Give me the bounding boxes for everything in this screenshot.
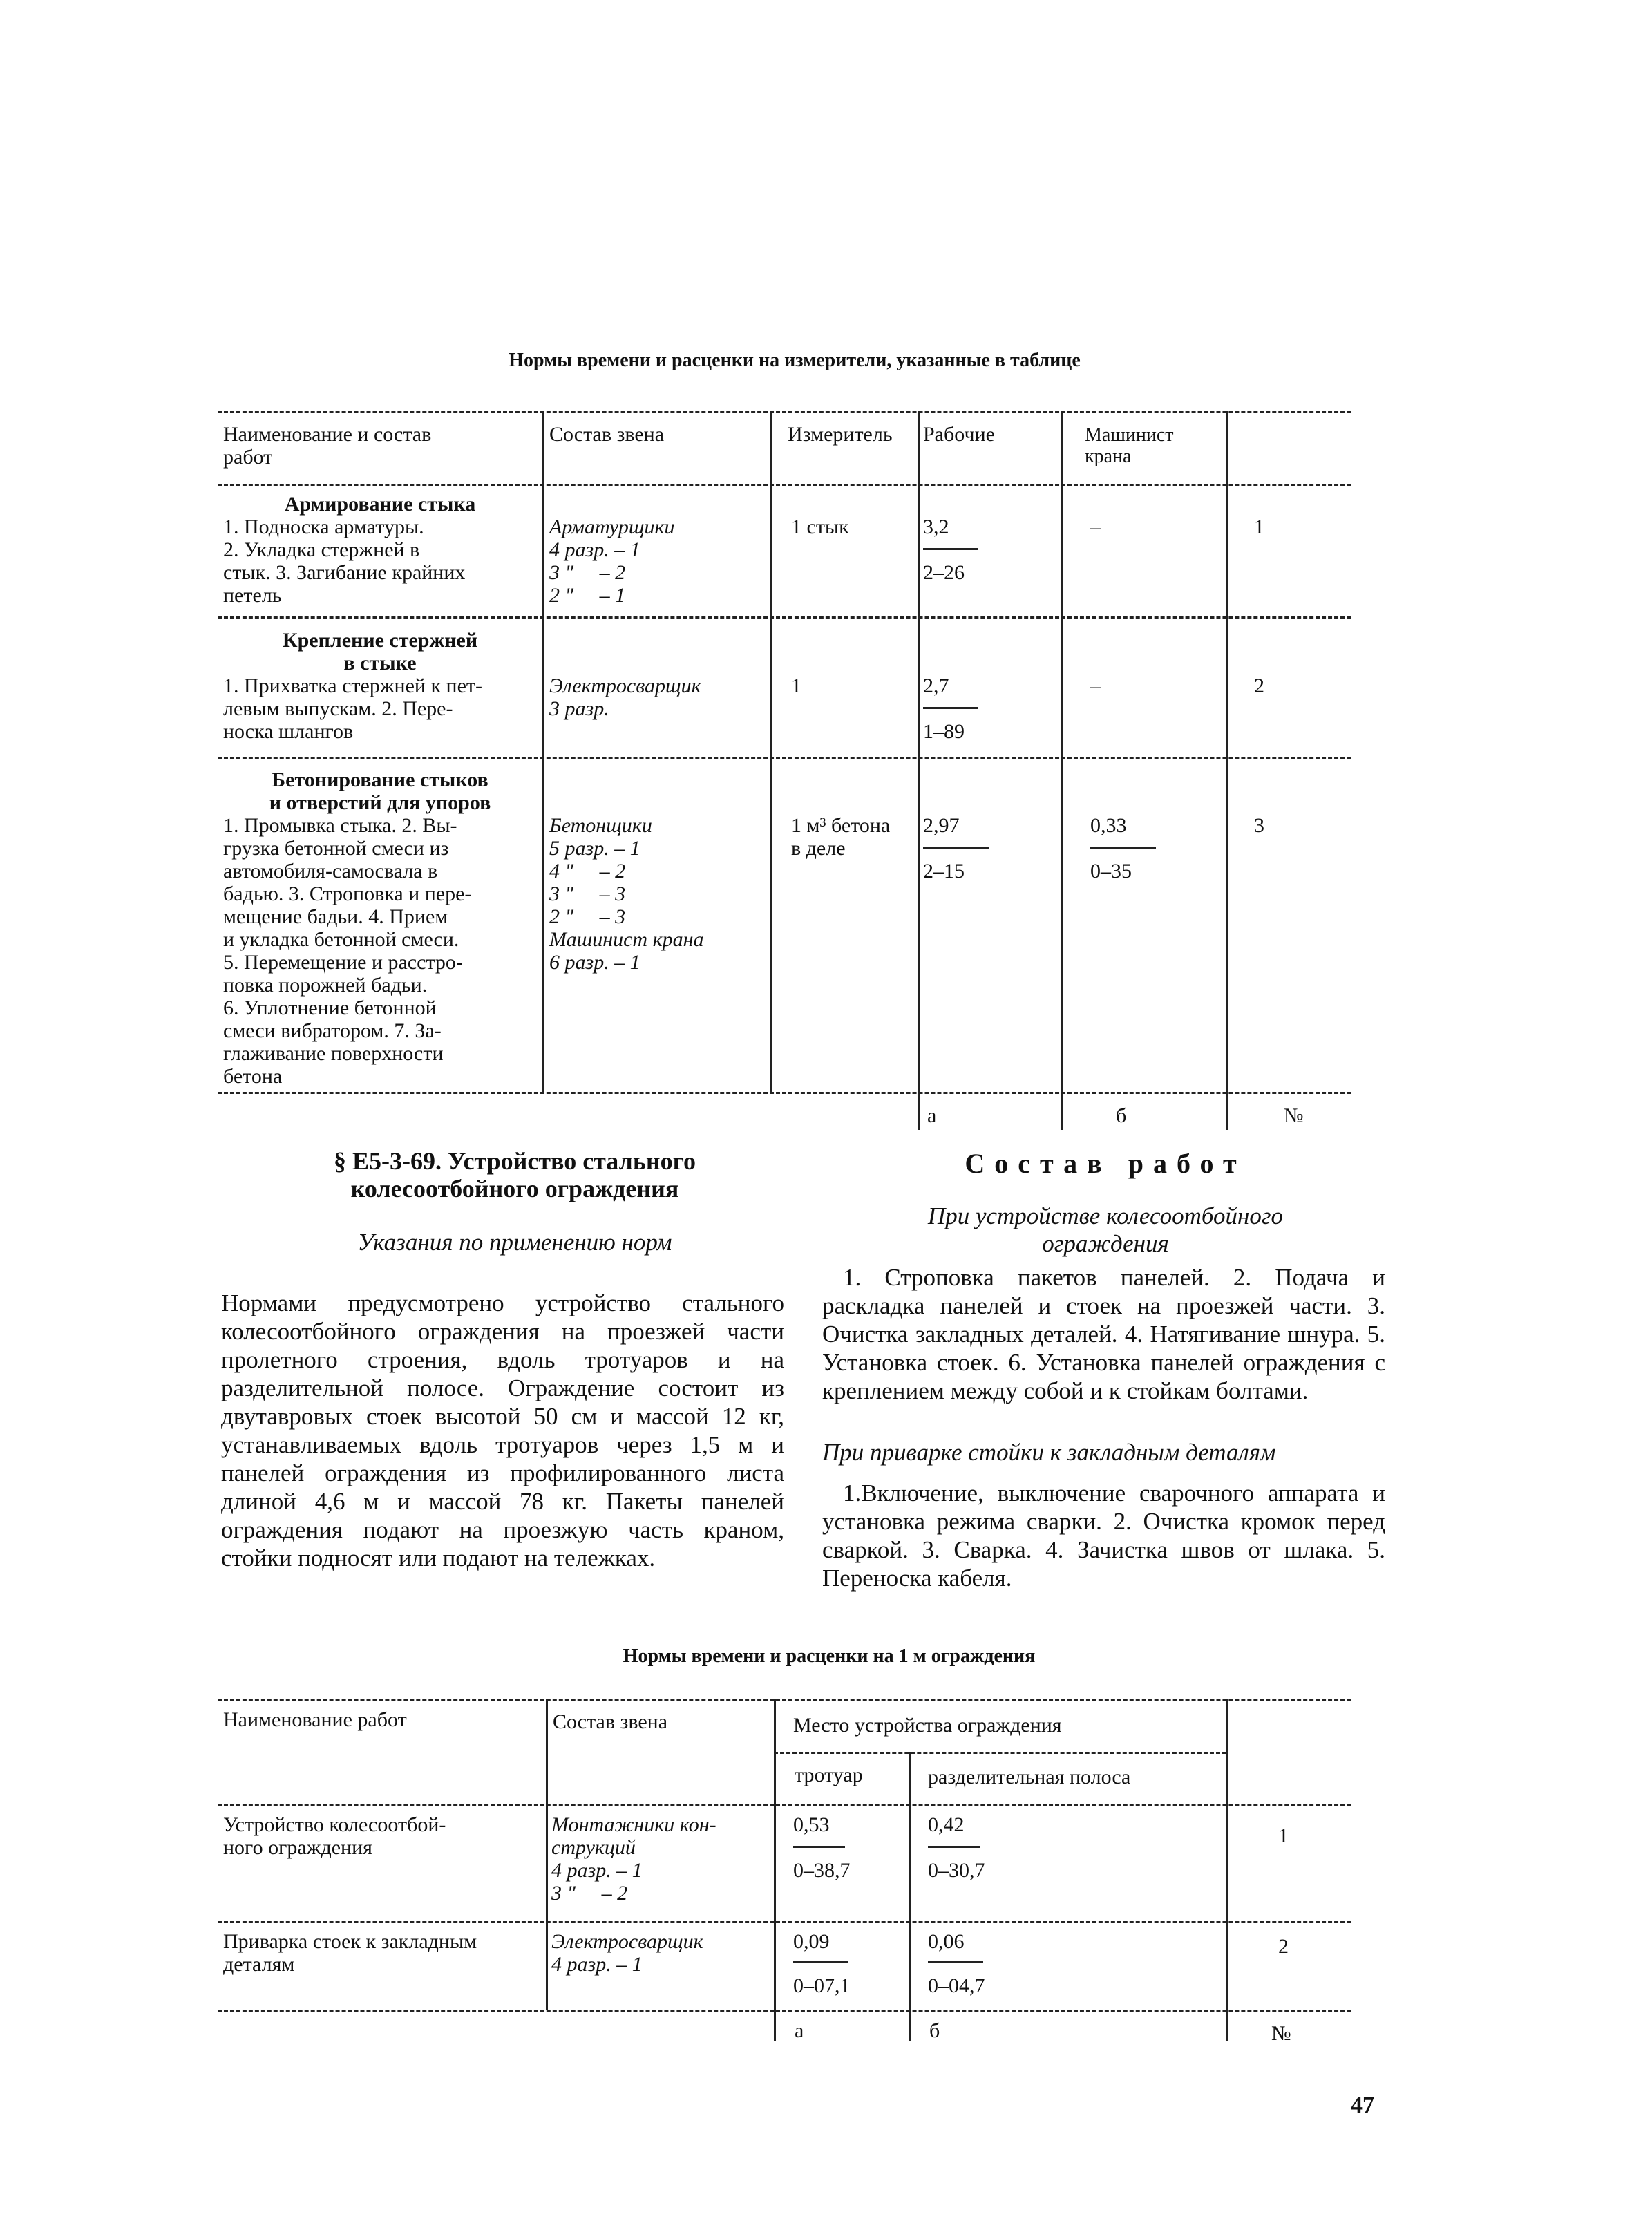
table2-footer-b: б xyxy=(929,2019,940,2042)
table2-header-rule xyxy=(218,1804,1351,1806)
table1-row1-workers-rate: 2–26 xyxy=(923,561,965,584)
table2-header-name: Наименование работ xyxy=(223,1708,407,1731)
table1-row3-workers-norm: 2,97 xyxy=(923,814,960,837)
table2-row1-divider-rate: 0–30,7 xyxy=(928,1859,985,1882)
table1-caption: Нормы времени и расценки на измерители, указанные в таблице xyxy=(509,350,1081,371)
table2-row1-name: Устройство колесоотбой- ного ограждения xyxy=(223,1813,446,1859)
table1-header-unit: Измеритель xyxy=(788,423,893,446)
table1-row1-unit: 1 стык xyxy=(791,516,849,538)
fraction-bar xyxy=(928,1961,983,1963)
table1-footer-no: № xyxy=(1284,1104,1304,1127)
section-title: § Е5-3-69. Устройство стального колесоотбойного ограждения xyxy=(333,1147,696,1202)
table1-col-divider xyxy=(1226,411,1228,1130)
fraction-bar xyxy=(923,847,989,849)
table1-header-crane: Машинист крана xyxy=(1085,424,1174,467)
table1-row2-workers-norm: 2,7 xyxy=(923,674,949,697)
table1-header-crew: Состав звена xyxy=(549,423,665,446)
work-text-installation: 1. Строповка пакетов панелей. 2. Подача и раскладка панелей и стоек на проезжей части. 3. Очистка закладных деталей. 4. Натягивание шнура. 5. Установка стоек. 6. Установка панелей ограждения с креплением между собой и к стойкам болтами. xyxy=(822,1264,1385,1404)
table2-header-sidewalk: тротуар xyxy=(795,1764,863,1786)
table2-row2-sidewalk-rate: 0–07,1 xyxy=(793,1974,851,1997)
table2-header-crew: Состав звена xyxy=(553,1710,668,1733)
table2-bottom-rule xyxy=(218,2010,1351,2012)
table2-top-rule xyxy=(218,1699,1351,1701)
table2-col-divider xyxy=(546,1699,548,2010)
table1-row3-crane-norm: 0,33 xyxy=(1090,814,1127,837)
table2-caption: Нормы времени и расценки на 1 м ограждения xyxy=(623,1645,1036,1667)
table1-row1-crew: Арматурщики 4 разр. – 1 3 " – 2 2 " – 1 xyxy=(549,516,675,607)
fraction-bar xyxy=(923,707,978,709)
table1-top-rule xyxy=(218,411,1351,413)
table2-col-divider xyxy=(1226,1699,1228,2041)
table1-header-rule xyxy=(218,484,1351,486)
work-text-welding: 1.Включение, выключение сварочного аппарата и установка режима сварки. 2. Очистка кромок перед сваркой. 3. Сварка. 4. Зачистка швов от шлака. 5. Переноска кабеля. xyxy=(822,1480,1385,1592)
table1-header-name: Наименование и состав работ xyxy=(223,423,432,469)
table2-col-divider xyxy=(774,1699,776,2041)
table1-row3-crane-rate: 0–35 xyxy=(1090,860,1132,882)
table1-row1-title: Армирование стыка xyxy=(284,493,476,516)
table1-row3-desc: 1. Промывка стыка. 2. Вы- грузка бетонной смеси из автомобиля-самосвала в бадью. 3. Строповка и пере- мещение бадьи. 4. Прием и укладка бетонной смеси. 5. Перемещение и расстро- повка порожней бадьи. 6. Уплотнение бетонной смеси вибратором. 7. За- глаживание поверхности бетона xyxy=(223,814,472,1088)
work-composition-title: Состав работ xyxy=(965,1148,1246,1179)
table2-row2-crew: Электросварщик 4 разр. – 1 xyxy=(551,1930,703,1976)
table1-header-workers: Рабочие xyxy=(923,423,995,446)
table1-col-divider xyxy=(542,411,544,1092)
table1-row3-workers-rate: 2–15 xyxy=(923,860,965,882)
table2-footer-a: а xyxy=(795,2019,804,2042)
table1-row1-crane: – xyxy=(1090,516,1101,538)
table2-row2-name: Приварка стоек к закладным деталям xyxy=(223,1930,477,1976)
table1-row2-crane: – xyxy=(1090,674,1101,697)
fraction-bar xyxy=(1090,847,1156,849)
table1-row2-rule xyxy=(218,757,1351,759)
table2-row1-rule xyxy=(218,1921,1351,1923)
table1-bottom-rule xyxy=(218,1092,1351,1094)
table1-row2-desc: 1. Прихватка стержней к пет- левым выпускам. 2. Пере- носка шлангов xyxy=(223,674,483,743)
table2-header-place: Место устройства ограждения xyxy=(793,1714,1062,1737)
table1-row1-desc: 1. Подноска арматуры. 2. Укладка стержней в стык. 3. Загибание крайних петель xyxy=(223,516,466,607)
table1-row1-rule xyxy=(218,616,1351,619)
instructions-text: Нормами предусмотрено устройство стального колесоотбойного ограждения на проезжей части пролетного строения, вдоль тротуаров и на разделительной полосе. Ограждение состоит из двутавровых стоек высотой 50 см и массой 12 кг, устанавливаемых вдоль тротуаров через 1,5 м и панелей ограждения из профилированного листа длиной 4,6 м и массой 78 кг. Пакеты панелей ограждения подают на проезжую часть краном, стойки подносят или подают на тележках. xyxy=(221,1290,784,1571)
table2-row1-number: 1 xyxy=(1278,1824,1289,1847)
instructions-title: Указания по применению норм xyxy=(357,1229,672,1256)
table2-col-divider xyxy=(909,1752,911,2041)
table1-row3-crew: Бетонщики 5 разр. – 1 4 " – 2 3 " – 3 2 " – 3 Машинист крана 6 разр. – 1 xyxy=(549,814,704,974)
table2-row1-crew: Монтажники кон- струкций 4 разр. – 1 3 " – 2 xyxy=(551,1813,716,1905)
table1-row3-title: Бетонирование стыков и отверстий для упоров xyxy=(269,768,491,814)
table1-footer-b: б xyxy=(1116,1104,1127,1127)
page-number: 47 xyxy=(1351,2093,1374,2118)
table1-row2-number: 2 xyxy=(1254,674,1264,697)
table1-row3-number: 3 xyxy=(1254,814,1264,837)
table2-header-divider: разделительная полоса xyxy=(928,1766,1131,1788)
fraction-bar xyxy=(793,1846,845,1848)
table1-row2-crew: Электросварщик 3 разр. xyxy=(549,674,701,720)
table1-row3-unit: 1 м³ бетона в деле xyxy=(791,814,891,860)
table2-row2-sidewalk-norm: 0,09 xyxy=(793,1930,830,1953)
work-subtitle-installation: При устройстве колесоотбойного ограждения xyxy=(927,1202,1284,1257)
table2-row1-sidewalk-rate: 0–38,7 xyxy=(793,1859,851,1882)
table2-subheader-rule xyxy=(774,1752,1226,1754)
table2-row2-divider-norm: 0,06 xyxy=(928,1930,965,1953)
table2-row1-sidewalk-norm: 0,53 xyxy=(793,1813,830,1836)
fraction-bar xyxy=(923,548,978,550)
table1-col-divider xyxy=(770,411,772,1092)
table2-row2-divider-rate: 0–04,7 xyxy=(928,1974,985,1997)
table1-row2-title: Крепление стержней в стыке xyxy=(282,629,478,674)
table1-row2-unit: 1 xyxy=(791,674,801,697)
table2-footer-no: № xyxy=(1271,2022,1291,2045)
table2-row2-number: 2 xyxy=(1278,1935,1289,1958)
table1-row1-number: 1 xyxy=(1254,516,1264,538)
table1-col-divider xyxy=(918,411,920,1130)
table1-col-divider xyxy=(1061,411,1063,1130)
fraction-bar xyxy=(793,1961,848,1963)
work-subtitle-welding: При приварке стойки к закладным деталям xyxy=(822,1439,1276,1466)
table1-row2-workers-rate: 1–89 xyxy=(923,720,965,743)
table1-row1-workers-norm: 3,2 xyxy=(923,516,949,538)
table1-footer-a: а xyxy=(927,1104,937,1127)
fraction-bar xyxy=(928,1846,980,1848)
table2-row1-divider-norm: 0,42 xyxy=(928,1813,965,1836)
